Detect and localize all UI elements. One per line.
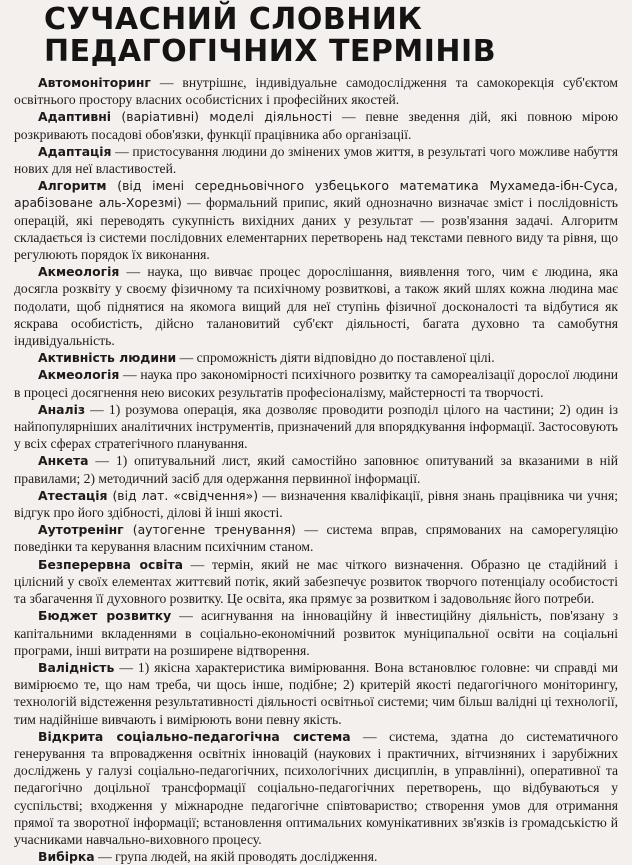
entry-term: Автомоніторинг bbox=[38, 75, 151, 90]
entry-definition: — певне зведення дій, які повною мірою розкривають посадові обов'язки, функції працівника або організації. bbox=[14, 109, 618, 142]
entry-definition: — наука, що вивчає процес дорослішання, виявлення того, чим є людина, яка досягла розквіту у своєму фізичному та психічному розвиткові, а також який шлях кожна людина має подолати, щоб піднятися на якомога вищий для неї ступінь фізичної досконалості та відбутися як яскрава особистість, дійсно талановитий суб'єкт діяльності, багата духовно та самобутня індивідуальність. bbox=[14, 264, 618, 349]
glossary-entry bbox=[14, 143, 618, 177]
page-title bbox=[44, 4, 618, 68]
glossary-entry bbox=[14, 659, 618, 728]
glossary-entries bbox=[14, 74, 618, 865]
entry-term: Аналіз bbox=[38, 401, 86, 417]
glossary-entry bbox=[14, 728, 618, 848]
entry-term: Валідність bbox=[38, 659, 115, 675]
glossary-entry bbox=[14, 74, 618, 108]
entry-definition: — 1) якісна характеристика вимірювання. Вона встановлює головне: чи справді ми вимірюємо те, що нам треба, чи щось інше, подібне; 2) критерій якості педагогічного моніторингу, технологій відстеження результативності діяльності освітньої системи; чим більш валідні ці технології, тим надійніше вивчають і вимірюють вони певну якість. bbox=[14, 659, 618, 727]
title-line-2: ПЕДАГОГІЧНИХ ТЕРМІНІВ bbox=[44, 34, 497, 69]
entry-term: Анкета bbox=[38, 453, 89, 469]
glossary-entry bbox=[14, 349, 618, 366]
entry-definition: — пристосування людини до змінених умов життя, в результаті чого можливе набуття нових для неї властивостей. bbox=[14, 143, 618, 177]
entry-term: Аутотренінг bbox=[38, 522, 124, 538]
entry-definition: — 1) розумова операція, яка дозволяє проводити розподіл цілого на частини; 2) один із найпопулярніших аналітичних інструментів, призначений для впорядкування інформації. Застосовують у всіх сферах стратегічного планування. bbox=[14, 401, 618, 452]
entry-term: Атестація bbox=[38, 487, 108, 503]
entry-definition: — асигнування на інноваційну й інвестиційну діяльність, пов'язану з капітальними вкладеннями в соціально-економічний розвиток муніципальної освіти на соціальні програми, інші витрати на розширене відтворення. bbox=[14, 608, 618, 658]
glossary-entry bbox=[14, 607, 618, 659]
glossary-entry bbox=[14, 521, 618, 555]
glossary-entry bbox=[14, 366, 618, 400]
entry-term: Акмеологія bbox=[38, 264, 120, 280]
entry-note: (аутогенне тренування) bbox=[123, 522, 296, 538]
glossary-entry bbox=[14, 848, 618, 865]
entry-definition: — система, здатна до систематичного генерування та впровадження освітніх інновацій (наукових і практичних, вітчизняних і зарубіжних досліджень у галузі соціально-педагогічних, психологічних дисциплін, в управлінні), оперативної та педагогічно доцільної трансформації соціально-педагогічних перетворень, що відбуваються у суспільстві; входження у міжнародне педагогічне співтовариство; створення умов для отримання прямої та зворотної інформації; встановлення оптимальних комунікативних зв'язків із громадськістю й учасниками навчально-виховного процесу. bbox=[14, 728, 618, 847]
entry-note: (варіативні) моделі діяльності bbox=[111, 109, 333, 125]
entry-term: Алгоритм bbox=[38, 178, 107, 194]
glossary-entry bbox=[14, 556, 618, 608]
entry-definition: — спроможність діяти відповідно до поставленої цілі. bbox=[176, 350, 495, 366]
entry-term: Безперервна освіта bbox=[38, 556, 183, 572]
entry-definition: — наука про закономірності психічного розвитку та самореалізації дорослої людини в процесі досягнення нею високих результатів професіоналізму, майстерності та творчості. bbox=[14, 367, 618, 400]
entry-term: Адаптація bbox=[38, 143, 112, 159]
entry-definition: — група людей, на якій проводять дослідження. bbox=[94, 849, 378, 865]
glossary-entry bbox=[14, 263, 618, 349]
entry-definition: — внутрішнє, індивідуальне самодослідження та самокорекція суб'єктом освітнього простору власних особистісних і професійних якостей. bbox=[14, 75, 618, 108]
glossary-entry bbox=[14, 177, 618, 263]
glossary-entry bbox=[14, 452, 618, 486]
entry-note: (від лат. «свідчення») bbox=[107, 487, 259, 503]
entry-definition: — визначення кваліфікації, рівня знань працівника чи учня; відгук про його здібності, ділові й інші якості. bbox=[14, 487, 618, 521]
entry-definition: — система вправ, спрямованих на саморегуляцію поведінки та керування власним психічним станом. bbox=[14, 522, 618, 555]
entry-term: Адаптивні bbox=[38, 109, 112, 125]
entry-term: Акмеологія bbox=[38, 367, 120, 383]
title-line-1: СУЧАСНИЙ СЛОВНИК bbox=[44, 2, 423, 37]
glossary-entry bbox=[14, 108, 618, 142]
entry-term: Бюджет розвитку bbox=[38, 608, 172, 624]
entry-note: (від імені середньовічного узбецького математика Мухамеда-ібн-Суса, арабізоване аль-Хорезмі) bbox=[14, 178, 618, 211]
entry-definition: — термін, який не має чіткого визначення. Образно це стадійний і цілісний у своїх елементах життєвий потік, який забезпечує розвиток творчого потенціалу особистості та збагачення її духовного розвитку. Це освіта, яка прямує за розвитком і задовольняє його потреби. bbox=[14, 556, 618, 607]
entry-term: Активність людини bbox=[38, 350, 177, 366]
entry-definition: — 1) опитувальний лист, який самостійно заповнює опитуваний за вказаними в ній правилами; 2) методичний засіб для одержання первинної інформації. bbox=[14, 453, 618, 486]
entry-term: Вибірка bbox=[38, 849, 95, 865]
glossary-entry bbox=[14, 401, 618, 453]
entry-definition: — формальний припис, який однозначно визначає зміст і послідовність операцій, які переводять сукупність вихідних даних у результат — розв'язання задачі. Алгоритм складається із системи послідовних елементарних перетворень над текстами певного виду та рівня, що регулюють порядок їх виконання. bbox=[14, 195, 619, 263]
entry-term: Відкрита соціально-педагогічна система bbox=[38, 728, 351, 744]
glossary-entry bbox=[14, 487, 618, 521]
